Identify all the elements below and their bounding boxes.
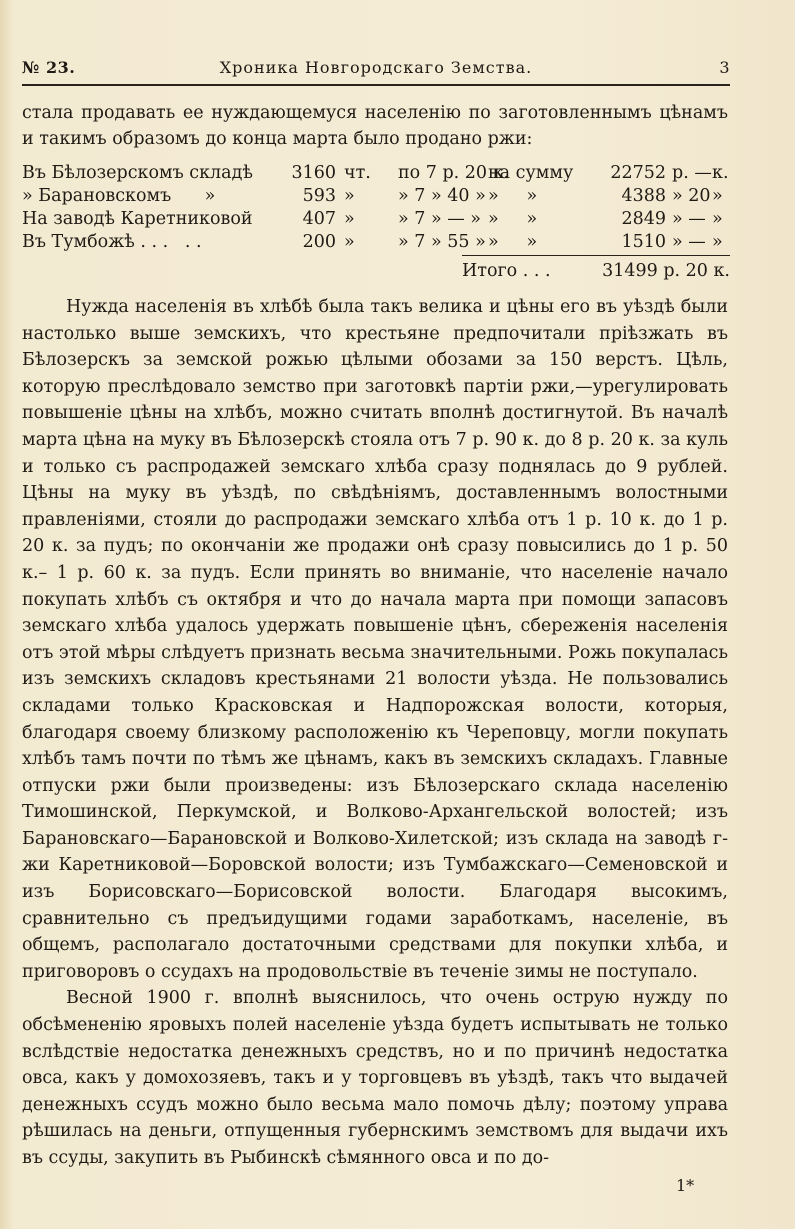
kopeck-unit: » xyxy=(712,209,723,229)
sum-kopecks: р. — xyxy=(672,163,712,183)
quantity: 3160 xyxy=(291,163,336,183)
kopeck-unit: к. xyxy=(712,163,729,183)
sum-rubles: 2849 xyxy=(621,209,666,229)
sum-label: » » xyxy=(488,232,538,252)
table-row xyxy=(22,186,730,209)
paragraph: Нужда населенія въ хлѣбѣ была такъ велика и цѣны его въ уѣздѣ были настолько выше земскихъ, что крестьяне предпочитали пріѣзжать въ Бѣлозерскъ за земской рожью цѣлыми обозами за 150 верстъ. Цѣль, которую преслѣдовало земство при заготовкѣ партіи ржи,—урегулировать повышеніе цѣны на хлѣбъ, можно считать вполнѣ достигнутой. Въ началѣ марта цѣна на муку въ Бѣлозерскѣ стояла отъ 7 р. 90 к. до 8 р. 20 к. за куль и только съ распродажей земскаго хлѣба сразу поднялась до 9 рублей. Цѣны на муку въ уѣздѣ, по свѣдѣніямъ, доставленнымъ волостными правленіями, стояли до распродажи земскаго хлѣба отъ 1 р. 10 к. до 1 р. 20 к. за пудъ; по окончаніи же продажи онѣ сразу повысились до 1 р. 50 к.– 1 р. 60 к. за пудъ. Если принять во вниманіе, что населеніе начало покупать хлѣбъ съ октября и что до начала марта при помощи запасовъ земскаго хлѣба удалось удержать повышеніе цѣнъ, сбереженія населенія отъ этой мѣры слѣдуетъ признать весьма значительными. Рожь покупалась изъ земскихъ складовъ крестьянами 21 волости уѣзда. Не пользовались складами только Красковская и Надпорожская волости, которыя, благодаря своему близкому расположенію къ Череповцу, могли покупать хлѣбъ тамъ почти по тѣмъ же цѣнамъ, какъ въ земскихъ складахъ. Главные отпуски ржи были произведены: изъ Бѣлозерскаго склада населенію Тимошинской, Перкумской, и Волково-Архангельской волостей; изъ Барановскаго—Барановской и Волково-Хилетской; изъ склада на заводѣ г-жи Каретниковой—Боровской волости; изъ Тумбажскаго—Семеновской и изъ Борисовскаго—Борисовской волости. Благодаря высокимъ, сравнительно съ предъидущими годами заработкамъ, населеніе, въ общемъ, располагало достаточными средствами для покупки хлѣба, и приговоровъ о ссудахъ на продовольствіе въ теченіе зимы не поступало. xyxy=(22,297,728,982)
sum-kopecks: » 20 xyxy=(672,186,711,206)
price-rate: » 7 » 55 » xyxy=(398,232,486,252)
total-rule xyxy=(462,255,730,256)
issue-number: № 23. xyxy=(22,58,76,77)
sum-kopecks: » — xyxy=(672,232,706,252)
total-row xyxy=(462,261,730,285)
sum-label: на сумму xyxy=(488,163,574,183)
table-row xyxy=(22,232,730,255)
sum-label: » » xyxy=(488,186,538,206)
quantity: 407 xyxy=(302,209,336,229)
total-label: Итого . . . xyxy=(462,261,551,281)
sum-rubles: 1510 xyxy=(621,232,666,252)
table-row xyxy=(22,163,730,186)
sum-rubles: 4388 xyxy=(621,186,666,206)
journal-title: Хроника Новгородскаго Земства. xyxy=(219,58,533,77)
price-rate: » 7 » 40 » xyxy=(398,186,486,206)
unit: » xyxy=(344,186,355,206)
sum-kopecks: » — xyxy=(672,209,706,229)
quantity: 200 xyxy=(302,232,336,252)
sum-label: » » xyxy=(488,209,538,229)
signature-mark: 1* xyxy=(676,1176,695,1195)
warehouse-name: » Барановскомъ » xyxy=(22,186,216,206)
unit: » xyxy=(344,232,355,252)
warehouse-name: На заводѣ Каретниковой xyxy=(22,209,253,229)
warehouse-name: Въ Бѣлозерскомъ складѣ xyxy=(22,163,253,183)
page-number: 3 xyxy=(719,58,730,77)
header-rule xyxy=(22,84,730,86)
quantity: 593 xyxy=(302,186,336,206)
kopeck-unit: » xyxy=(712,232,723,252)
unit: » xyxy=(344,209,355,229)
price-rate: по 7 р. 20 к. xyxy=(398,163,510,183)
running-header xyxy=(22,58,730,82)
body-text xyxy=(22,294,728,1172)
price-rate: » 7 » — » xyxy=(398,209,482,229)
sales-table xyxy=(22,163,730,281)
kopeck-unit: » xyxy=(712,186,723,206)
unit: чт. xyxy=(344,163,371,183)
intro-paragraph: стала продавать ее нуждающемуся населенію по заготовленнымъ цѣнамъ и такимъ образомъ до конца марта было продано ржи: xyxy=(22,103,728,149)
warehouse-name: Въ Тумбожѣ . . . . . xyxy=(22,232,202,252)
total-amount: 31499 р. 20 к. xyxy=(602,261,730,281)
table-row xyxy=(22,209,730,232)
sum-rubles: 22752 xyxy=(610,163,666,183)
intro-text xyxy=(22,100,728,152)
paragraph: Весной 1900 г. вполнѣ выяснилось, что очень острую нужду по обсѣмененію яровыхъ полей населеніе уѣзда будетъ испытывать не только вслѣдствіе недостатка денежныхъ средствъ, но и по причинѣ недостатка овса, какъ у домохозяевъ, такъ и у торговцевъ въ уѣздѣ, такъ что выдачей денежныхъ ссудъ можно было весьма мало помочь дѣлу; поэтому управа рѣшилась на деньги, отпущенныя губернскимъ земствомъ для выдачи ихъ въ ссуды, закупить въ Рыбинскѣ сѣмянного овса и по до- xyxy=(22,988,728,1168)
